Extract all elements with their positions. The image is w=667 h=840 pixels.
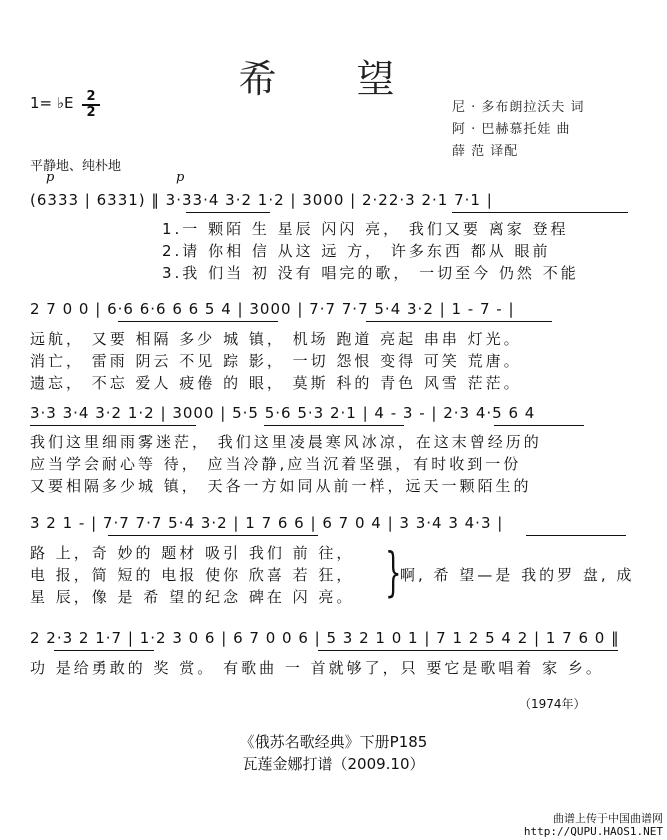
- song-title: 希 望: [238, 57, 429, 101]
- dynamic-mark: p: [46, 170, 55, 185]
- lyric-line-1-verse-3: 3.我 们当 初 没有 唱完的歌， 一切至今 仍然 不能: [162, 264, 579, 282]
- time-sig-top: 2: [86, 89, 96, 104]
- lyric-line-3-verse-2: 应当学会耐心等 待， 应当冷静,应当沉着坚强，有时收到一份: [30, 455, 522, 473]
- source-line-2: 瓦莲金娜打谱（2009.10）: [242, 755, 425, 773]
- chorus-lyric: 啊, 希 望—是 我的罗 盘, 成: [400, 566, 635, 584]
- beam-underline: [494, 425, 584, 426]
- year-note: （1974年）: [519, 697, 586, 711]
- source-line-1: 《俄苏名歌经典》下册P185: [239, 733, 428, 751]
- dynamic-mark: p: [176, 170, 185, 185]
- lyric-line-2-verse-2: 消亡， 雷雨 阴云 不见 踪 影， 一切 怨恨 变得 可笑 荒唐。: [30, 352, 522, 370]
- time-sig-bottom: 2: [86, 105, 96, 120]
- notation-line-5: 2 2·3 2 1·7 | 1·2 3 0 6 | 6 7 0 0 6 | 5 3 2 1 0 1 | 7 1 2 5 4 2 | 1 7 6 0 ‖: [30, 629, 620, 647]
- lyric-line-1-verse-1: 1.一 颗陌 生 星辰 闪闪 亮， 我们又要 离家 登程: [162, 220, 569, 238]
- lyricist-credit: 尼 · 多布朗拉沃夫 词: [452, 100, 585, 115]
- beam-underline: [526, 535, 626, 536]
- lyric-line-3-verse-3: 又要相隔多少城 镇， 天各一方如同从前一样，远天一颗陌生的: [30, 477, 532, 495]
- notation-line-4: 3 2 1 - | 7·7 7·7 5·4 3·2 | 1 7 6 6 | 6 7 0 4 | 3 3·4 3 4·3 |: [30, 514, 504, 532]
- lyric-line-3-verse-1: 我们这里细雨雾迷茫， 我们这里凌晨寒风冰凉，在这末曾经历的: [30, 433, 542, 451]
- tempo-marking: 平静地、纯朴地: [30, 159, 122, 174]
- lyric-line-4-verse-1: 路 上，奇 妙的 题材 吸引 我们 前 往，: [30, 544, 355, 562]
- key-signature: 1= ♭E: [30, 94, 74, 112]
- lyric-line-4-verse-3: 星 辰，像 是 希 望的纪念 碑在 闪 亮。: [30, 588, 355, 606]
- lyric-line-2-verse-1: 远航， 又要 相隔 多少 城 镇， 机场 跑道 亮起 串串 灯光。: [30, 330, 522, 348]
- lyric-line-5: 功 是给勇敢的 奖 赏。 有歌曲 一 首就够了，只 要它是歌唱着 家 乡。: [30, 659, 604, 677]
- watermark-line-2: http://QUPU.HAOS1.NET: [523, 825, 663, 838]
- notation-line-1: (6333 | 6331) ‖ 3·33·4 3·2 1·2 | 3000 | 2·22·3 2·1 7·1 |: [30, 191, 493, 209]
- beam-underline: [118, 321, 278, 322]
- lyric-line-1-verse-2: 2.请 你相 信 从这 远 方， 许多东西 都从 眼前: [162, 242, 551, 260]
- beam-underline: [30, 425, 196, 426]
- lyric-line-4-verse-2: 电 报，简 短的 电报 使你 欣喜 若 狂，: [30, 566, 355, 584]
- watermark-line-1: 曲谱上传于中国曲谱网: [553, 812, 663, 825]
- watermark: [524, 812, 663, 838]
- beam-underline: [186, 212, 270, 213]
- beam-underline: [452, 212, 628, 213]
- time-signature: [82, 91, 100, 119]
- beam-underline: [108, 535, 318, 536]
- beam-underline: [366, 321, 552, 322]
- beam-underline: [318, 650, 618, 651]
- notation-line-2: 2 7 0 0 | 6·6 6·6 6 6 5 4 | 3000 | 7·7 7·7 5·4 3·2 | 1 - 7 - |: [30, 300, 515, 318]
- verse-brace: }: [385, 543, 402, 603]
- notation-line-3: 3·3 3·4 3·2 1·2 | 3000 | 5·5 5·6 5·3 2·1 | 4 - 3 - | 2·3 4·5 6 4: [30, 404, 536, 422]
- lyric-line-2-verse-3: 遗忘， 不忘 爱人 疲倦 的 眼， 莫斯 科的 青色 风雪 茫茫。: [30, 374, 522, 392]
- beam-underline: [264, 425, 404, 426]
- composer-credit: 阿 · 巴赫慕托娃 曲: [452, 122, 571, 137]
- beam-underline: [54, 650, 154, 651]
- translator-credit: 薛 范 译配: [452, 144, 519, 159]
